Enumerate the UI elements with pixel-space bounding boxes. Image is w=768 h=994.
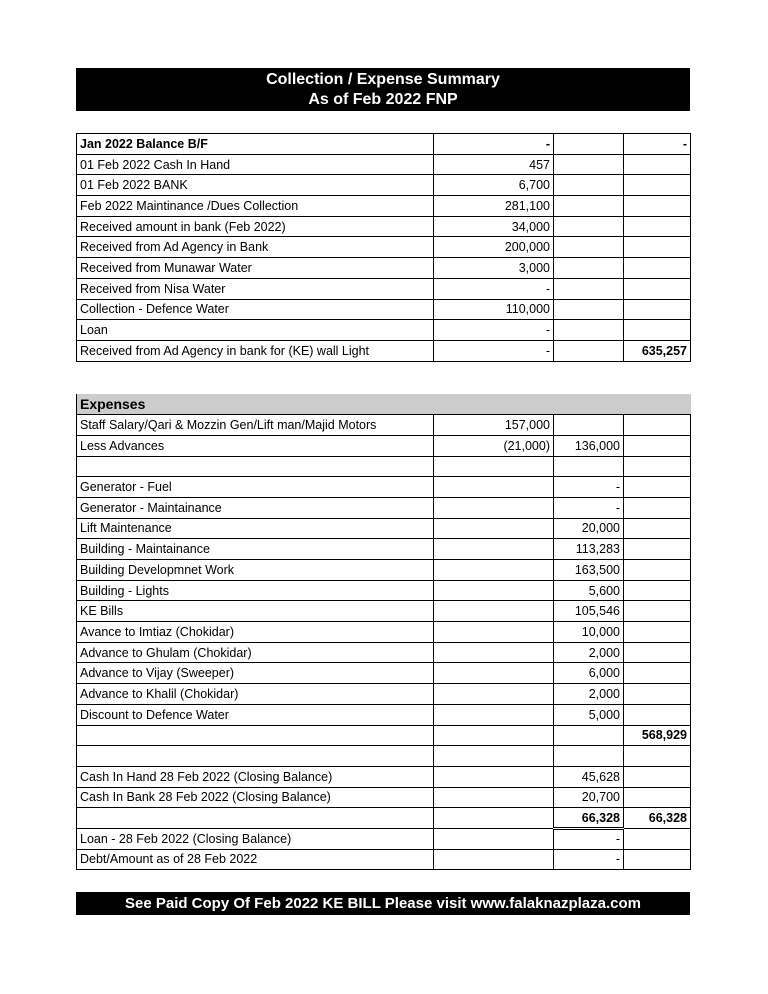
expenses-total-row <box>77 725 691 746</box>
table-row <box>77 196 691 217</box>
table-row <box>77 278 691 299</box>
expense-amount: 105,546 <box>554 601 624 622</box>
collection-amount: - <box>434 278 554 299</box>
collection-label: 01 Feb 2022 BANK <box>77 175 434 196</box>
expenses-total: 568,929 <box>624 725 691 746</box>
collection-amount: - <box>434 320 554 341</box>
expense-label: Building - Lights <box>77 580 434 601</box>
collection-total <box>624 278 691 299</box>
expense-label: Avance to Imtiaz (Chokidar) <box>77 622 434 643</box>
expense-amount: 10,000 <box>554 622 624 643</box>
collection-amount: 6,700 <box>434 175 554 196</box>
collection-amount: 281,100 <box>434 196 554 217</box>
table-row <box>77 175 691 196</box>
collection-label: Collection - Defence Water <box>77 299 434 320</box>
cash-in-hand-amount: 45,628 <box>554 766 624 787</box>
expense-label: Advance to Vijay (Sweeper) <box>77 663 434 684</box>
collection-label: Jan 2022 Balance B/F <box>77 134 434 155</box>
salary-amount: 157,000 <box>434 415 554 436</box>
collection-label: 01 Feb 2022 Cash In Hand <box>77 154 434 175</box>
collection-label: Received amount in bank (Feb 2022) <box>77 216 434 237</box>
expense-label: Lift Maintenance <box>77 518 434 539</box>
table-row <box>77 216 691 237</box>
expense-amount: 2,000 <box>554 684 624 705</box>
table-row <box>77 497 691 518</box>
collection-amount: - <box>434 134 554 155</box>
collection-amount: 3,000 <box>434 258 554 279</box>
cash-in-bank-amount: 20,700 <box>554 787 624 808</box>
expense-label: Building - Maintainance <box>77 539 434 560</box>
table-row <box>77 154 691 175</box>
expense-amount: 20,000 <box>554 518 624 539</box>
expense-amount: - <box>554 497 624 518</box>
expenses-table <box>76 394 691 870</box>
title-line-2: As of Feb 2022 FNP <box>308 91 458 108</box>
table-row <box>77 435 691 456</box>
cash-in-bank-label: Cash In Bank 28 Feb 2022 (Closing Balance) <box>77 787 434 808</box>
collection-total <box>624 320 691 341</box>
collection-amount: - <box>434 340 554 361</box>
table-row <box>77 539 691 560</box>
collection-label: Received from Ad Agency in Bank <box>77 237 434 258</box>
collection-label: Received from Munawar Water <box>77 258 434 279</box>
expense-amount: 113,283 <box>554 539 624 560</box>
collection-total: 635,257 <box>624 340 691 361</box>
collection-total <box>624 175 691 196</box>
advances-amount: (21,000) <box>434 435 554 456</box>
debt-label: Debt/Amount as of 28 Feb 2022 <box>77 849 434 870</box>
expense-amount: - <box>554 477 624 498</box>
cash-in-hand-label: Cash In Hand 28 Feb 2022 (Closing Balance) <box>77 766 434 787</box>
collection-amount: 200,000 <box>434 237 554 258</box>
collection-label: Feb 2022 Maintinance /Dues Collection <box>77 196 434 217</box>
table-row <box>77 518 691 539</box>
debt-amount: - <box>554 849 624 870</box>
expense-amount: 163,500 <box>554 560 624 581</box>
collection-label: Received from Nisa Water <box>77 278 434 299</box>
table-row <box>77 642 691 663</box>
table-row <box>77 560 691 581</box>
expenses-heading: Expenses <box>77 394 691 415</box>
collection-total <box>624 258 691 279</box>
table-row <box>77 684 691 705</box>
closing-total: 66,328 <box>624 808 691 829</box>
loan-closing-label: Loan - 28 Feb 2022 (Closing Balance) <box>77 828 434 849</box>
blank-row <box>77 456 691 477</box>
expense-label: Advance to Khalil (Chokidar) <box>77 684 434 705</box>
collection-total <box>624 196 691 217</box>
collection-amount: 34,000 <box>434 216 554 237</box>
expenses-heading-row <box>77 394 691 415</box>
table-row <box>77 299 691 320</box>
table-row <box>77 477 691 498</box>
table-row <box>77 787 691 808</box>
collection-label: Received from Ad Agency in bank for (KE) wall Light <box>77 340 434 361</box>
expense-label: Building Developmnet Work <box>77 560 434 581</box>
title-line-1: Collection / Expense Summary <box>266 71 500 88</box>
expense-label: Generator - Maintainance <box>77 497 434 518</box>
table-row <box>77 580 691 601</box>
table-row <box>77 622 691 643</box>
collection-table <box>76 133 691 362</box>
collection-total <box>624 237 691 258</box>
expense-amount: 5,000 <box>554 704 624 725</box>
expense-label: Generator - Fuel <box>77 477 434 498</box>
document-title <box>76 68 690 111</box>
collection-total: - <box>624 134 691 155</box>
table-row <box>77 766 691 787</box>
collection-amount: 110,000 <box>434 299 554 320</box>
table-row <box>77 134 691 155</box>
advances-net: 136,000 <box>554 435 624 456</box>
table-row <box>77 320 691 341</box>
table-row <box>77 237 691 258</box>
table-row <box>77 601 691 622</box>
table-row <box>77 704 691 725</box>
table-row <box>77 849 691 870</box>
expense-amount: 2,000 <box>554 642 624 663</box>
closing-subtotal-row <box>77 808 691 829</box>
collection-amount: 457 <box>434 154 554 175</box>
blank-row <box>77 746 691 767</box>
expense-label: Discount to Defence Water <box>77 704 434 725</box>
advances-label: Less Advances <box>77 435 434 456</box>
table-row <box>77 415 691 436</box>
expense-amount: 5,600 <box>554 580 624 601</box>
table-row <box>77 340 691 361</box>
expense-label: Advance to Ghulam (Chokidar) <box>77 642 434 663</box>
collection-label: Loan <box>77 320 434 341</box>
table-row <box>77 828 691 849</box>
collection-total <box>624 299 691 320</box>
collection-total <box>624 216 691 237</box>
salary-label: Staff Salary/Qari & Mozzin Gen/Lift man/Majid Motors <box>77 415 434 436</box>
closing-subtotal: 66,328 <box>554 808 624 829</box>
expense-label: KE Bills <box>77 601 434 622</box>
table-row <box>77 258 691 279</box>
collection-total <box>624 154 691 175</box>
loan-closing-amount: - <box>554 828 624 849</box>
expense-amount: 6,000 <box>554 663 624 684</box>
footer-note: See Paid Copy Of Feb 2022 KE BILL Please visit www.falaknazplaza.com <box>76 892 690 915</box>
table-row <box>77 663 691 684</box>
